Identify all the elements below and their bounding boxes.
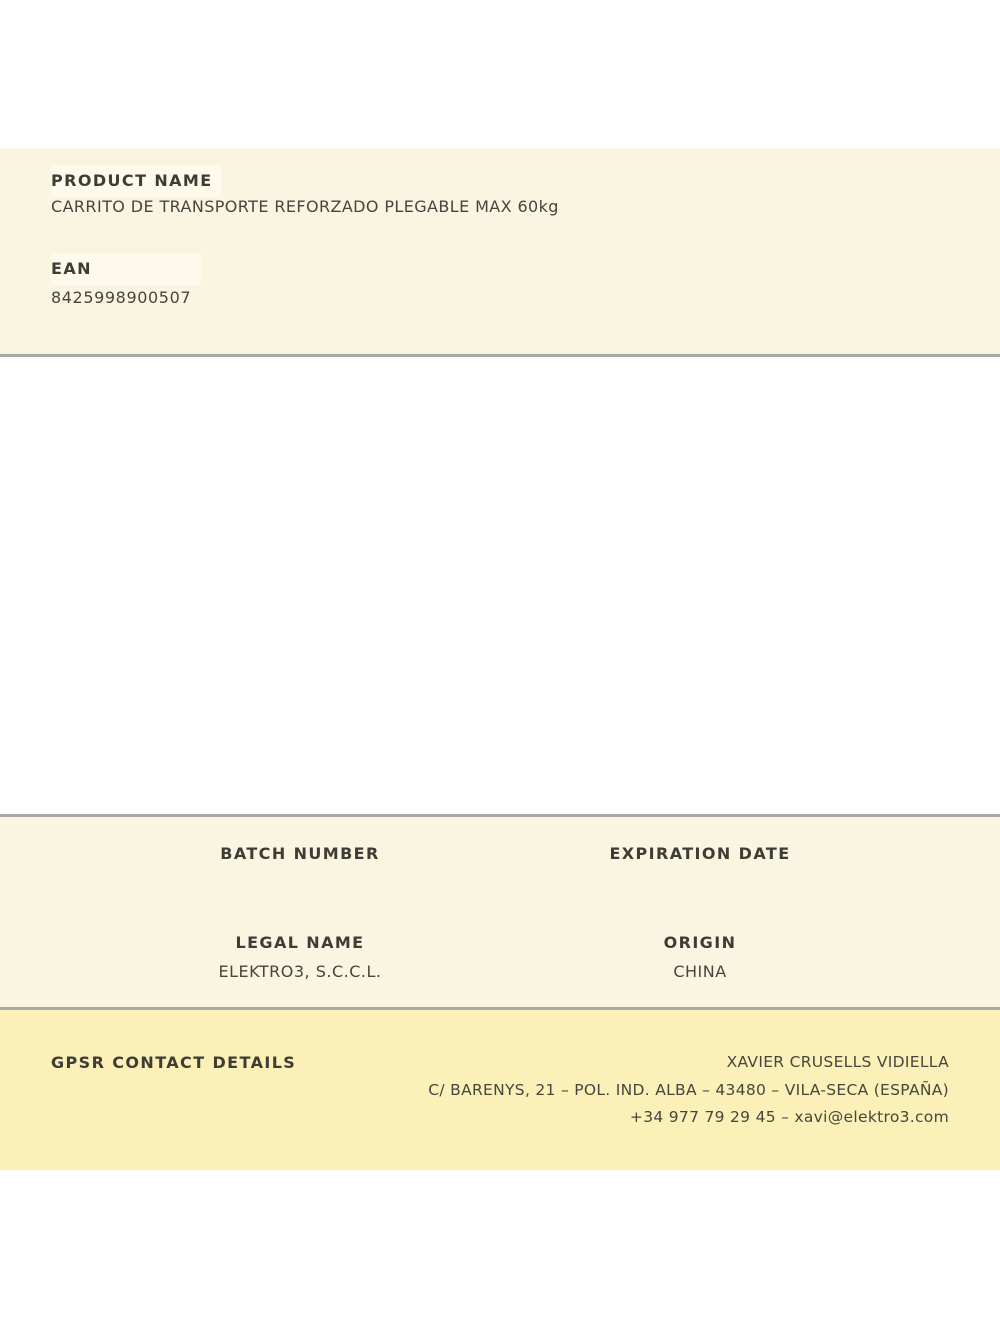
product-name-value: CARRITO DE TRANSPORTE REFORZADO PLEGABLE MAX 60kg [51,197,559,216]
traceability-grid [100,841,900,985]
product-name-label: PRODUCT NAME [51,165,221,197]
top-whitespace [0,0,1000,148]
legal-name-value: ELEKTRO3, S.C.C.L. [218,962,382,981]
traceability-section [0,814,1000,1010]
ean-label: EAN [51,253,201,285]
origin-value: CHINA [673,962,727,981]
origin-label: ORIGIN [663,933,737,952]
origin-field [500,930,900,985]
batch-number-field [100,841,500,867]
bottom-whitespace [0,1170,1000,1320]
product-name-field [51,168,949,220]
batch-number-label: BATCH NUMBER [220,844,380,863]
product-section [0,148,1000,357]
ean-value: 8425998900507 [51,288,192,307]
expiration-date-label: EXPIRATION DATE [609,844,791,863]
ean-field [51,256,949,311]
legal-name-field [100,930,500,985]
gpsr-contact-label: GPSR CONTACT DETAILS [51,1053,297,1072]
expiration-date-field [500,841,900,867]
gpsr-contact-address: C/ BARENYS, 21 – POL. IND. ALBA – 43480 – VILA-SECA (ESPAÑA) [428,1080,949,1099]
legal-name-label: LEGAL NAME [235,933,365,952]
gpsr-contact-name: XAVIER CRUSELLS VIDIELLA [726,1053,949,1071]
middle-whitespace [0,357,1000,814]
gpsr-contact-block [428,1049,949,1132]
gpsr-contact-section [0,1010,1000,1170]
gpsr-contact-phone-email: +34 977 79 29 45 – xavi@elektro3.com [629,1108,949,1126]
